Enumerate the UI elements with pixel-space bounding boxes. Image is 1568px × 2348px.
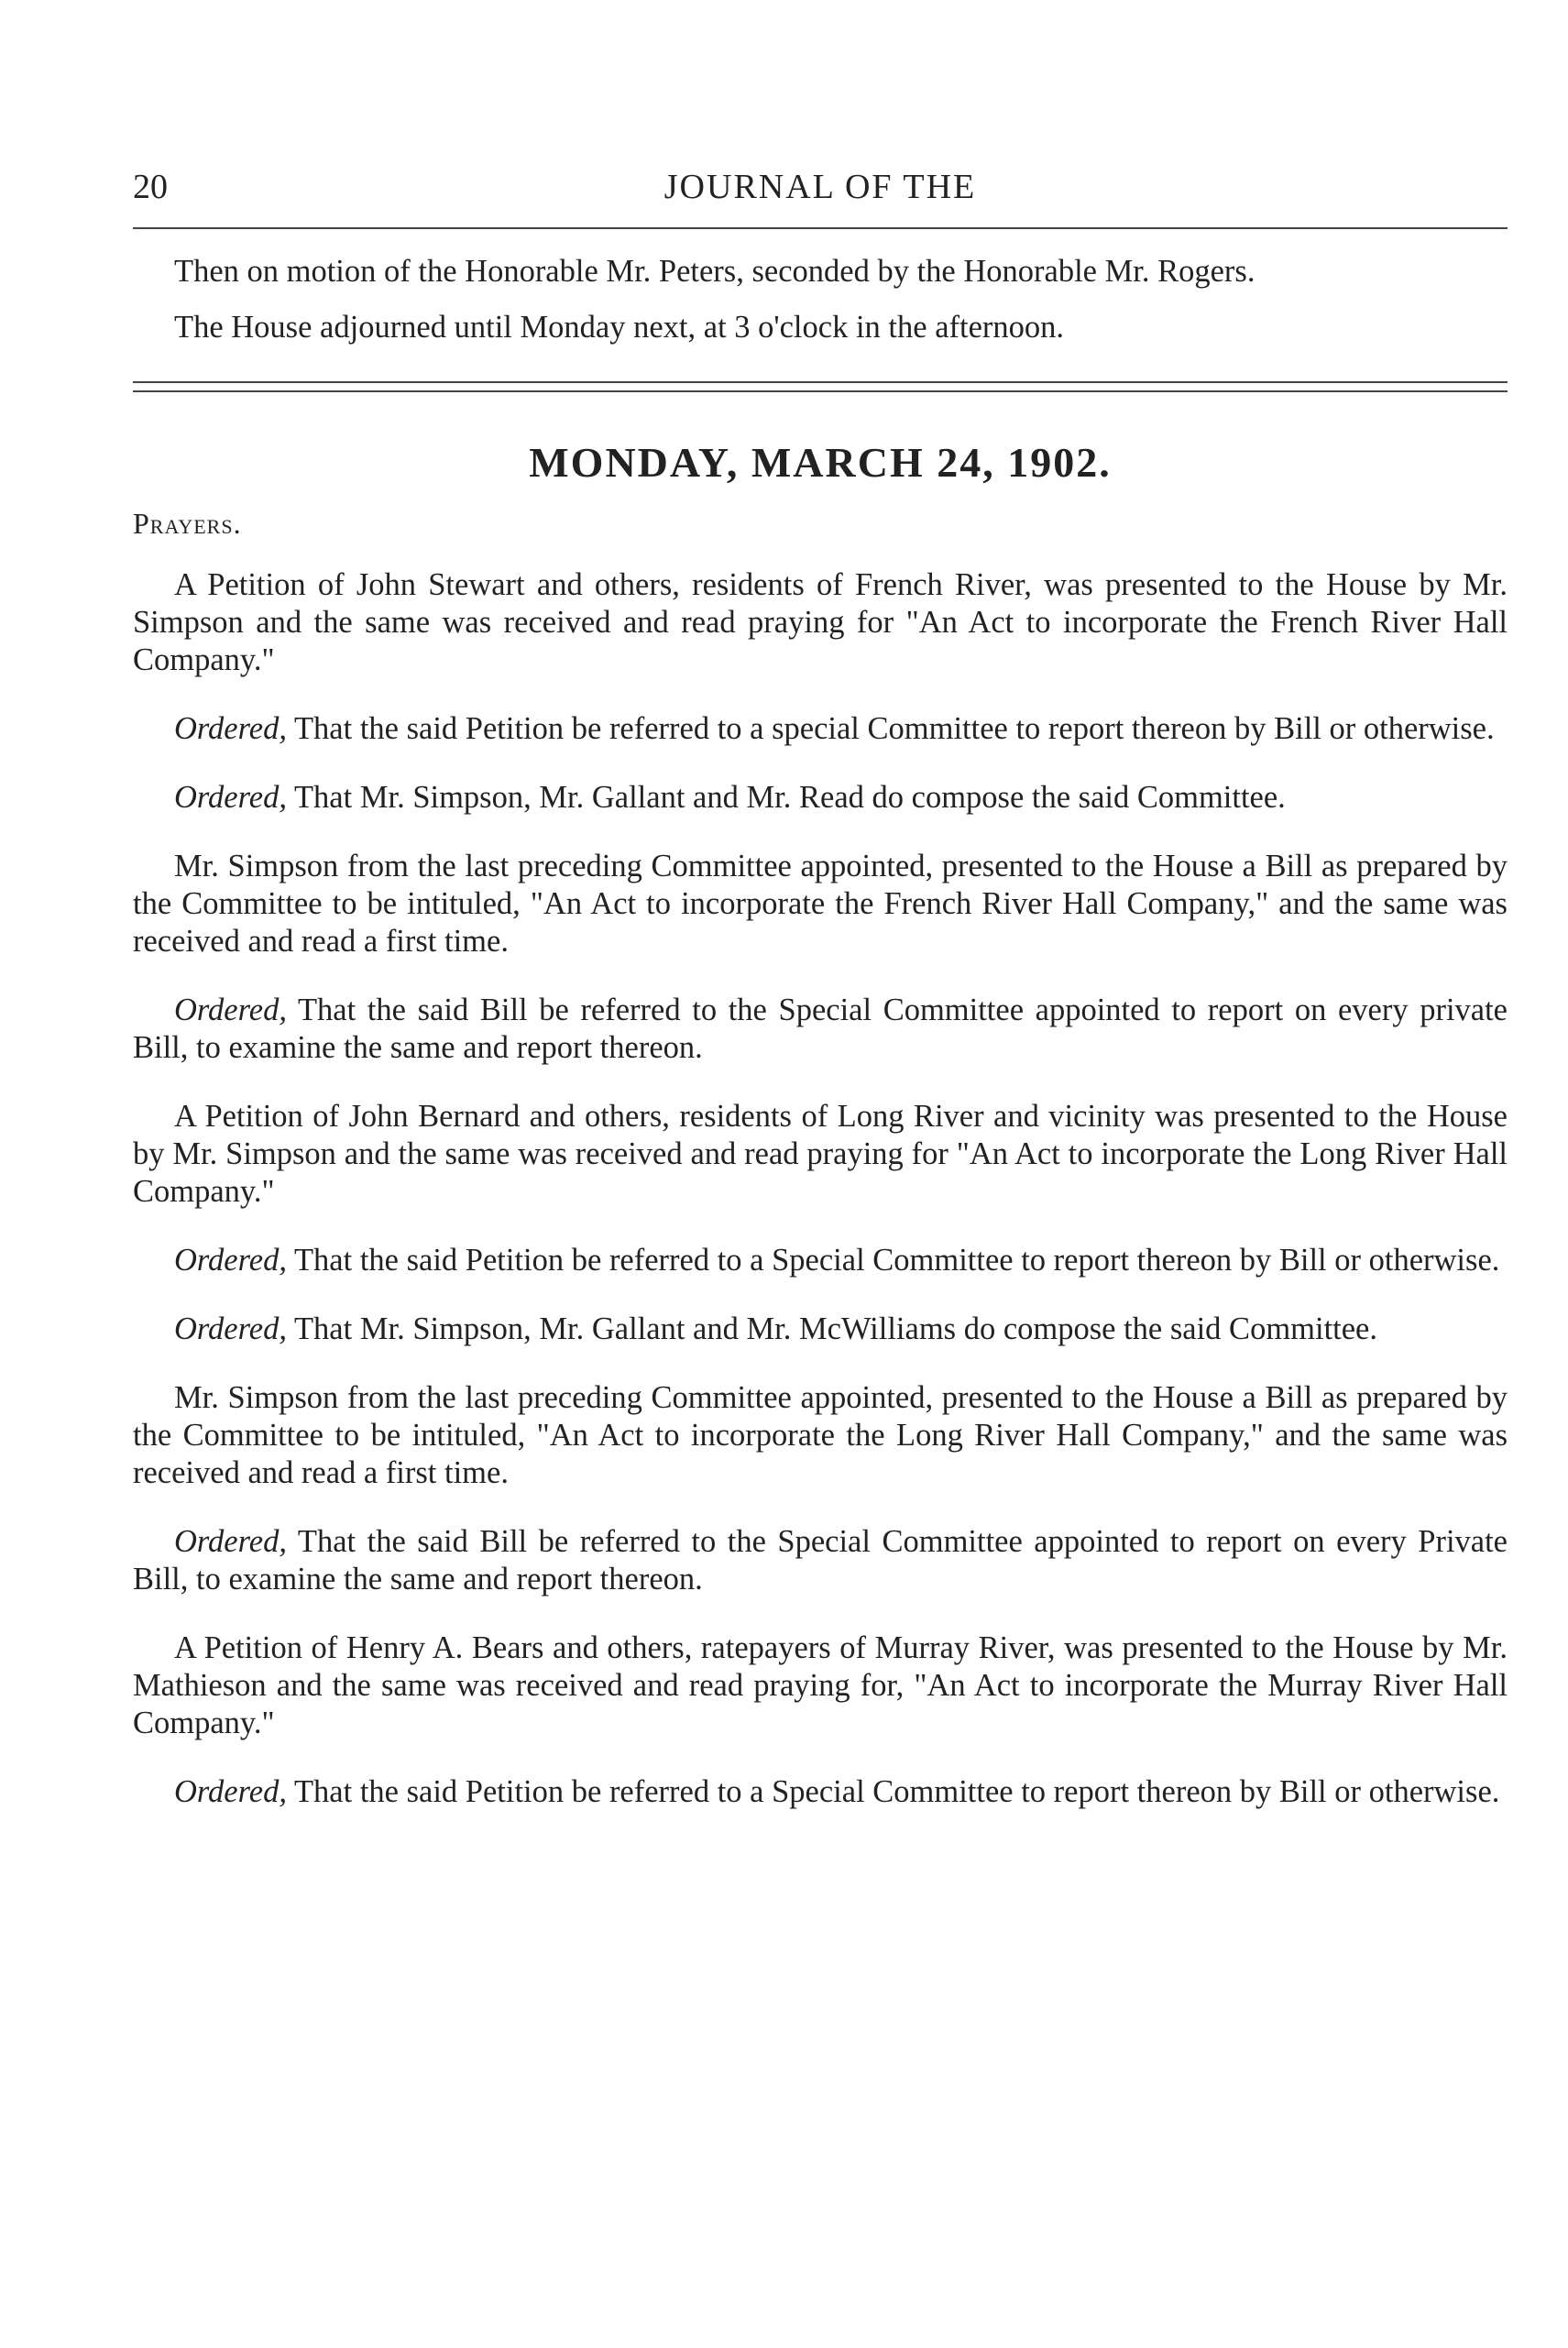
paragraph-text: A Petition of Henry A. Bears and others, ratepayers of Murray River, was presented to the House by Mr. Mathieson and the same was received and read praying for, "An Act to incorporate the Murray River Hall Company." xyxy=(133,1630,1508,1740)
paragraph-lead: Ordered, xyxy=(174,1524,287,1559)
running-head: JOURNAL OF THE xyxy=(663,168,977,206)
journal-paragraph xyxy=(133,848,1508,960)
journal-paragraph xyxy=(133,779,1508,817)
paragraph-lead: Ordered, xyxy=(174,993,287,1027)
paragraph-text: That Mr. Simpson, Mr. Gallant and Mr. McWilliams do compose the said Committee. xyxy=(286,1311,1377,1346)
paragraph-lead: Ordered, xyxy=(174,1774,287,1809)
paragraph-text: That the said Petition be referred to a Special Committee to report thereon by Bill or otherwise. xyxy=(286,1243,1500,1278)
paragraph-text: That Mr. Simpson, Mr. Gallant and Mr. Read do compose the said Committee. xyxy=(286,780,1286,815)
journal-paragraph xyxy=(133,1098,1508,1211)
paragraph-text: A Petition of John Bernard and others, residents of Long River and vicinity was presented to the House by Mr. Simpson and the same was received and read praying for "An Act to incorporate the Long River Hall Company." xyxy=(133,1099,1508,1209)
paragraph-text: Mr. Simpson from the last preceding Committee appointed, presented to the House a Bill as prepared by the Committee to be intituled, "An Act to incorporate the Long River Hall Company," and the same was received and read a first time. xyxy=(133,1380,1508,1490)
journal-paragraph xyxy=(133,566,1508,679)
section-divider xyxy=(133,381,1508,392)
journal-paragraph xyxy=(133,1523,1508,1598)
journal-paragraph xyxy=(133,1379,1508,1492)
journal-paragraph xyxy=(133,710,1508,748)
paragraph-lead: Ordered, xyxy=(174,780,287,815)
paragraph-text: That the said Bill be referred to the Special Committee appointed to report on every Private Bill, to examine the same and report thereon. xyxy=(133,1524,1508,1596)
page-header xyxy=(133,156,1508,211)
paragraph-text: That the said Petition be referred to a special Committee to report thereon by Bill or otherwise. xyxy=(286,711,1495,746)
journal-paragraph xyxy=(133,992,1508,1067)
opening-motion: Then on motion of the Honorable Mr. Peters, seconded by the Honorable Mr. Rogers. xyxy=(174,254,1255,289)
paragraph-lead: Ordered, xyxy=(174,1311,287,1346)
paragraph-text: That the said Petition be referred to a Special Committee to report thereon by Bill or otherwise. xyxy=(286,1774,1500,1809)
prayers-heading: Prayers. xyxy=(133,507,242,540)
journal-paragraph xyxy=(133,1242,1508,1279)
date-heading: MONDAY, MARCH 24, 1902. xyxy=(529,439,1112,486)
paragraph-text: A Petition of John Stewart and others, residents of French River, was presented to the House by Mr. Simpson and the same was received and read praying for "An Act to incorporate the French River Hall Company." xyxy=(133,567,1508,677)
paragraph-lead: Ordered, xyxy=(174,1243,287,1278)
adjournment-note: The House adjourned until Monday next, at 3 o'clock in the afternoon. xyxy=(174,310,1065,345)
page-number: 20 xyxy=(133,168,168,206)
journal-paragraph xyxy=(133,1773,1508,1811)
journal-paragraph xyxy=(133,1629,1508,1742)
paragraph-lead: Ordered, xyxy=(174,711,287,746)
journal-paragraph xyxy=(133,1311,1508,1348)
journal-page xyxy=(133,156,1508,1811)
paragraph-text: That the said Bill be referred to the Special Committee appointed to report on every private Bill, to examine the same and report thereon. xyxy=(133,993,1508,1065)
paragraph-text: Mr. Simpson from the last preceding Committee appointed, presented to the House a Bill as prepared by the Committee to be intituled, "An Act to incorporate the French River Hall Company," and the same was received and read a first time. xyxy=(133,849,1508,959)
